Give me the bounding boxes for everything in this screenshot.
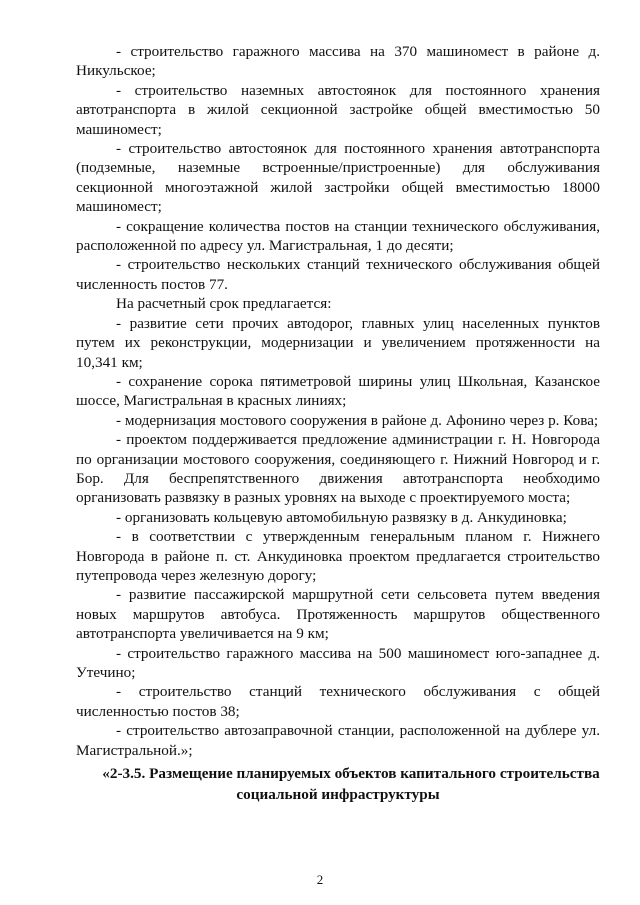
section-heading: «2-3.5. Размещение планируемых объектов капитального строительства социальной инфраструктуры (102, 765, 600, 804)
paragraph-gas-station: - строительство автозаправочной станции, расположенной на дублере ул. Магистральной.»; (76, 722, 600, 759)
document-body (76, 42, 600, 805)
paragraph-bus-routes: - развитие пассажирской маршрутной сети сельсовета путем введения новых маршрутов автобуса. Протяженность маршрутов общественного автотранспорта увеличивается на 9 км; (76, 586, 600, 643)
page-number: 2 (316, 872, 324, 887)
paragraph-roundabout-ankudinovka: - организовать кольцевую автомобильную развязку в д. Анкудиновка; (116, 508, 567, 526)
paragraph-service-stations-77: - строительство нескольких станций технического обслуживания общей численность постов 77. (76, 256, 600, 293)
paragraph-parking-18000: - строительство автостоянок для постоянного хранения автотранспорта (подземные, наземные встроенные/пристроенные) для обслуживания секционной многоэтажной жилой застройки общей вместимостью 18000 машиномест; (76, 140, 600, 216)
paragraph-garage-500: - строительство гаражного массива на 500 машиномест юго-западнее д. Утечино; (76, 644, 600, 681)
paragraph-calculated-term-intro: На расчетный срок предлагается: (116, 295, 332, 313)
paragraph-garage-370: - строительство гаражного массива на 370 машиномест в районе д. Никульское; (76, 43, 600, 80)
paragraph-surface-parking-50: - строительство наземных автостоянок для постоянного хранения автотранспорта в жилой секционной застройке общей вместимостью 50 машиномест; (76, 81, 600, 138)
paragraph-service-station-reduction: - сокращение количества постов на станции технического обслуживания, расположенной по адресу ул. Магистральная, 1 до десяти; (76, 217, 600, 255)
paragraph-bridge-afonino: - модернизация мостового сооружения в районе д. Афонино через р. Кова; (116, 411, 599, 429)
paragraph-service-stations-38: - строительство станций технического обслуживания с общей численностью постов 38; (76, 683, 600, 720)
paragraph-street-width: - сохранение сорока пятиметровой ширины улиц Школьная, Казанское шоссе, Магистральная в красных линиях; (76, 372, 600, 410)
paragraph-road-network-development: - развитие сети прочих автодорог, главных улиц населенных пунктов путем их реконструкции, модернизации и увеличением протяженности на 10,341 км; (76, 314, 600, 371)
paragraph-bridge-nn-bor: - проектом поддерживается предложение администрации г. Н. Новгорода по организации мостового сооружения, соединяющего г. Нижний Новгород и г. Бор. Для беспрепятственного движения автотранспорта необходимо организовать развязку в разных уровнях на выходе с проектируемого моста; (76, 431, 600, 507)
paragraph-overpass: - в соответствии с утвержденным генеральным планом г. Нижнего Новгорода в районе п. ст. Анкудиновка проектом предлагается строительство путепровода через железную дорогу; (76, 528, 600, 584)
